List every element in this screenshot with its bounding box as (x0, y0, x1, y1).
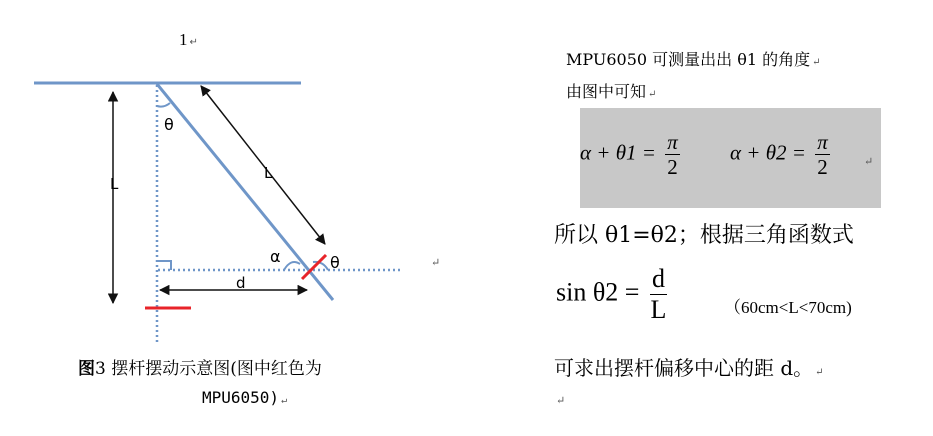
label-theta-top: θ (164, 115, 174, 134)
right-angle-marker (157, 261, 171, 270)
alpha-arc (284, 262, 300, 270)
theta-top-arc (157, 103, 170, 107)
diagonal-L-arrow (201, 86, 325, 244)
label-d: d (236, 274, 246, 292)
equation-1-fraction: $\frac{\pi}{2}$ (667, 130, 678, 180)
figure-caption-bold: 图 (78, 359, 95, 379)
label-L-vertical: L (110, 175, 119, 193)
figure-caption-rest: 3 摆杆摆动示意图(图中红色为 (95, 359, 322, 379)
figure-caption (78, 354, 322, 379)
sine-formula-left: sin θ2 = (556, 277, 640, 307)
label-alpha: α (270, 247, 281, 266)
text-line-1: MPU6050 可测量出出 θ1 的角度 ↵ (566, 50, 821, 69)
label-theta-bottom: θ (330, 253, 340, 272)
page-number: 1 ↵ (179, 30, 198, 49)
trailing-paragraph-mark: ↵ (556, 394, 566, 407)
equation-1: α + θ1 = $\frac{\pi}{2}$ (580, 130, 678, 180)
text-line-2: 由图中可知 ↵ (566, 82, 657, 101)
length-range: （60cm<L<70cm) (724, 298, 852, 317)
equation-2: α + θ2 = $\frac{\pi}{2}$ (730, 130, 828, 180)
sine-formula-fraction: $\frac{d}{L}$ (650, 264, 667, 324)
pendulum-rod (157, 84, 333, 300)
formula-box-paragraph-mark: ↵ (864, 155, 874, 168)
formula-box (580, 108, 881, 208)
label-L-diagonal: L (264, 164, 273, 182)
equation-2-fraction: $\frac{\pi}{2}$ (817, 130, 828, 180)
diagram-paragraph-mark: ↵ (431, 256, 441, 269)
result-line: 可求出摆杆偏移中心的距 d。 ↵ (554, 356, 824, 380)
conclusion-line: 所以 θ1=θ2；根据三角函数式 (554, 223, 854, 248)
sine-formula (556, 264, 671, 325)
figure-caption-line2: MPU6050) ↵ (202, 388, 288, 407)
